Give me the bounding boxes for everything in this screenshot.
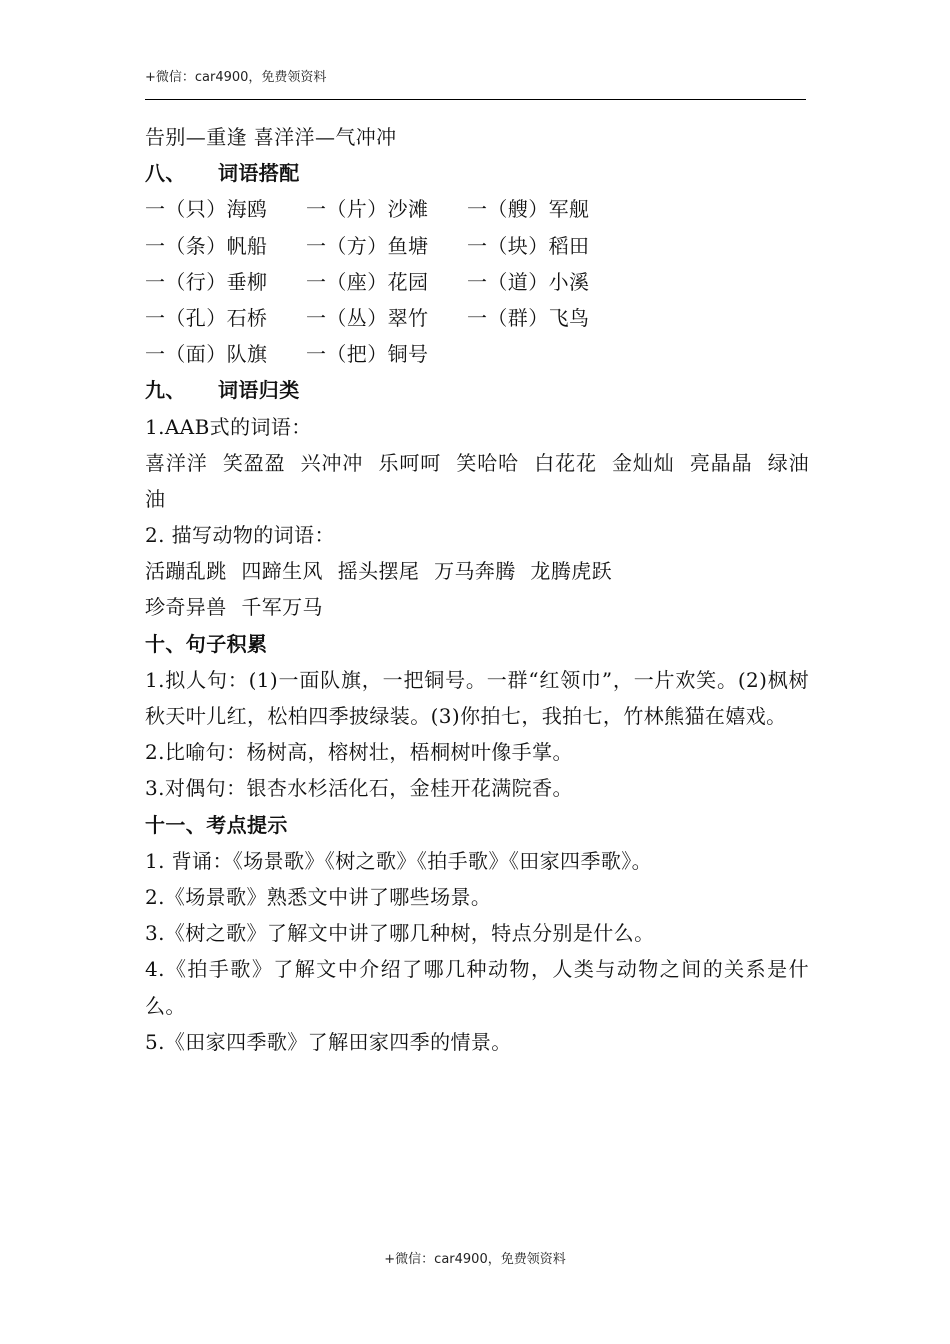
animal-words-row: 活蹦乱跳 四蹄生风 摇头摆尾 万马奔腾 龙腾虎跃 — [145, 559, 613, 584]
section-8-number: 八、 — [145, 161, 186, 186]
collocation-row — [145, 191, 809, 227]
antithesis-sentence: 3.对偶句：银杏水杉活化石，金桂开花满院香。 — [145, 776, 573, 801]
collocation-item: 一（条）帆船 — [145, 233, 268, 258]
document-body — [145, 119, 809, 1060]
exam-tip-item: 5.《田家四季歌》了解田家四季的情景。 — [145, 1029, 512, 1054]
collocation-row — [145, 300, 809, 336]
exam-tip-item: 2.《场景歌》熟悉文中讲了哪些场景。 — [145, 885, 492, 909]
aab-words: 喜洋洋 笑盈盈 兴冲冲 乐呵呵 笑哈哈 白花花 金灿灿 亮晶晶 绿油油 — [145, 450, 809, 511]
collocation-item: 一（道）小溪 — [467, 269, 590, 294]
collocation-row — [145, 336, 809, 372]
collocation-item: 一（群）飞鸟 — [467, 305, 590, 330]
collocation-item: 一（行）垂柳 — [145, 269, 268, 294]
collocation-row — [145, 228, 809, 264]
animal-words-label: 2. 描写动物的词语： — [145, 523, 335, 548]
collocation-item: 一（只）海鸥 — [145, 197, 268, 222]
intro-line: 告别—重逢 喜洋洋—气冲冲 — [145, 125, 397, 149]
collocation-item: 一（座）花园 — [306, 269, 429, 294]
section-9-heading — [145, 372, 809, 408]
section-10-heading: 十、句子积累 — [145, 631, 268, 656]
exam-tip-item: 4.《拍手歌》了解文中介绍了哪几种动物，人类与动物之间的关系是什么。 — [145, 957, 809, 1018]
header-divider — [145, 99, 806, 100]
collocation-item: 一（丛）翠竹 — [306, 305, 429, 330]
section-8-heading — [145, 155, 809, 191]
collocation-item: 一（方）鱼塘 — [306, 233, 429, 258]
animal-words-row: 珍奇异兽 千军万马 — [145, 595, 323, 620]
metaphor-sentence: 2.比喻句：杨树高，榕树壮，梧桐树叶像手掌。 — [145, 740, 573, 765]
personification-sentences: 1.拟人句：(1)一面队旗，一把铜号。一群“红领巾”，一片欢笑。(2)枫树秋天叶儿红，松柏四季披绿装。(3)你拍七，我拍七，竹林熊猫在嬉戏。 — [145, 667, 809, 729]
exam-tip-item: 1. 背诵：《场景歌》《树之歌》《拍手歌》《田家四季歌》。 — [145, 848, 653, 873]
collocation-row — [145, 264, 809, 300]
page-header-text: +微信：car4900，免费领资料 — [145, 70, 327, 85]
collocation-item: 一（面）队旗 — [145, 342, 268, 367]
section-8-title: 词语搭配 — [218, 161, 300, 186]
page-footer-text: +微信：car4900，免费领资料 — [384, 1252, 566, 1267]
collocation-item: 一（孔）石桥 — [145, 305, 268, 330]
collocation-item: 一（把）铜号 — [306, 342, 429, 367]
section-9-title: 词语归类 — [218, 378, 300, 403]
section-11-heading: 十一、考点提示 — [145, 812, 288, 837]
collocation-item: 一（块）稻田 — [467, 233, 590, 258]
section-9-number: 九、 — [145, 378, 186, 403]
collocation-item: 一（艘）军舰 — [467, 197, 590, 222]
aab-label: 1.AAB式的词语： — [145, 414, 312, 439]
exam-tip-item: 3.《树之歌》了解文中讲了哪几种树，特点分别是什么。 — [145, 921, 655, 946]
collocation-item: 一（片）沙滩 — [306, 197, 429, 222]
